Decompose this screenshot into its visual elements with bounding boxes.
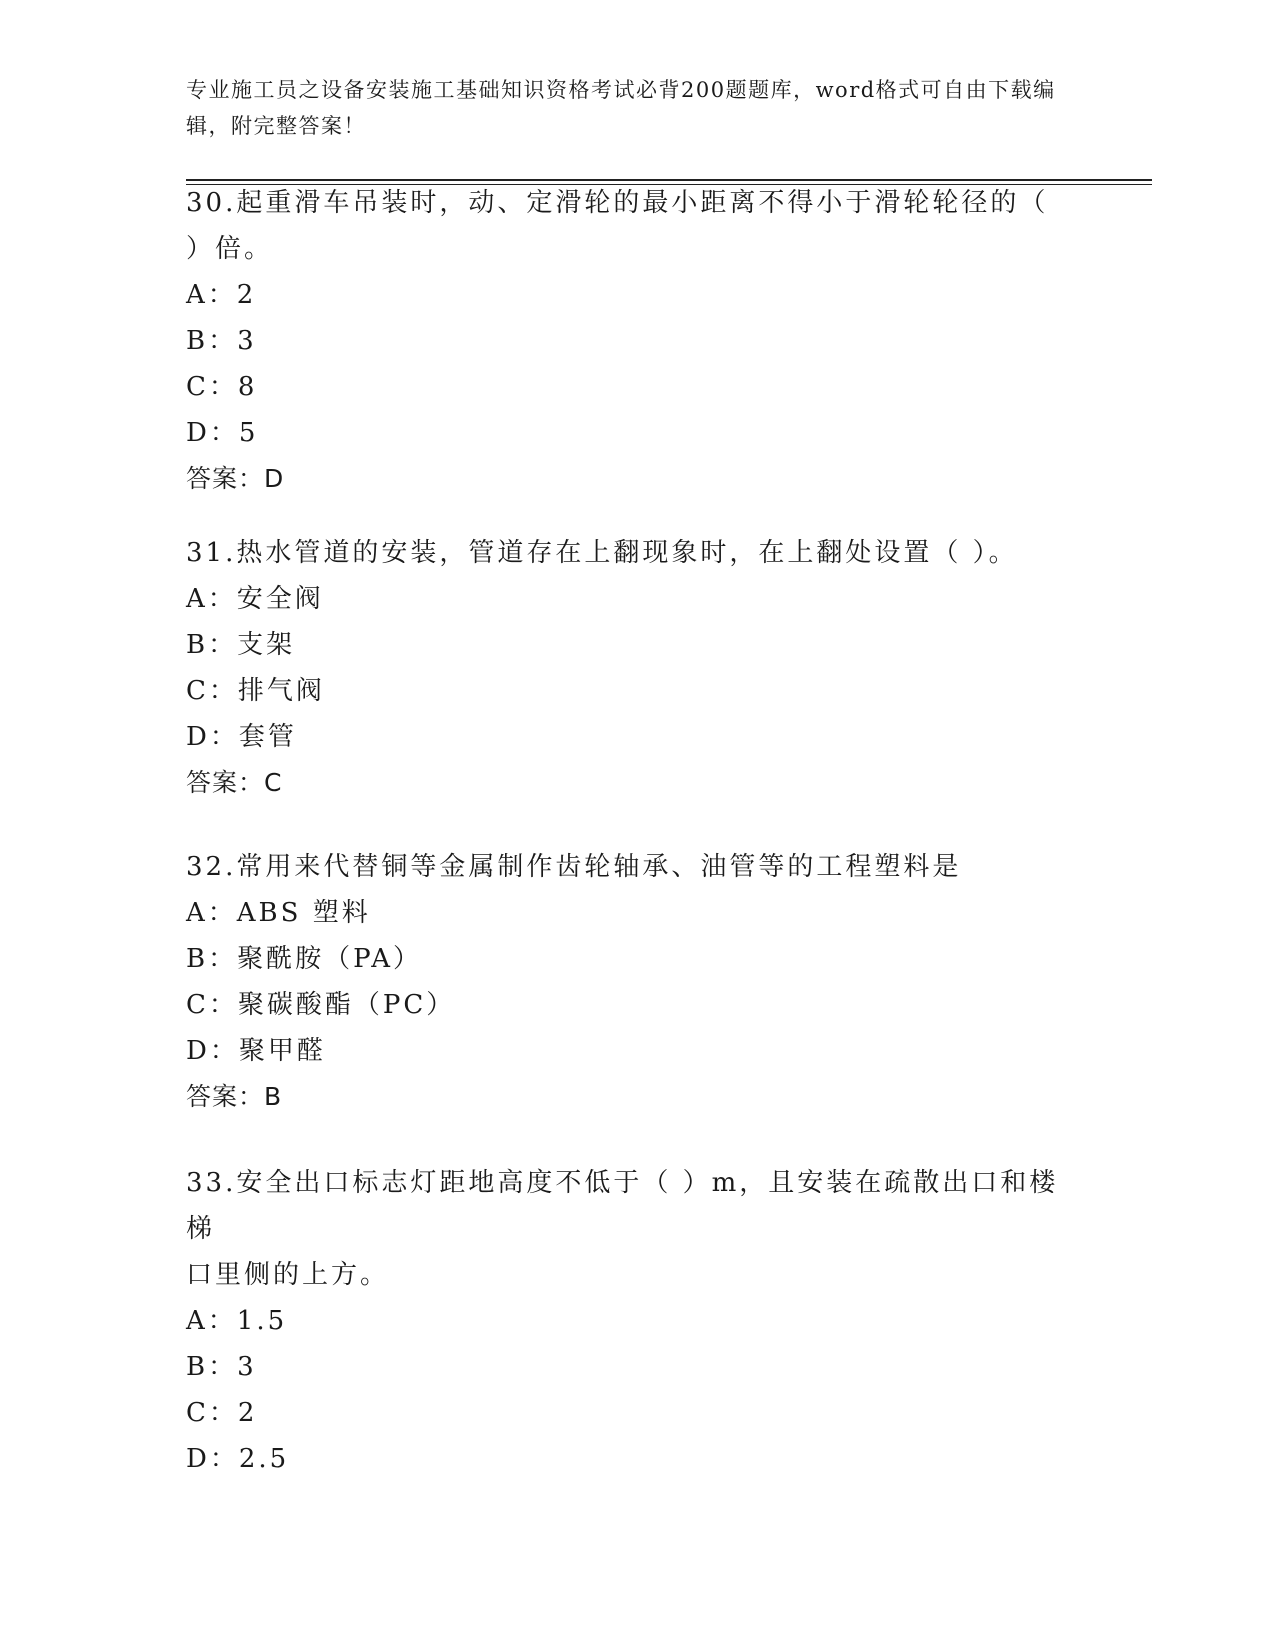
question-33: [186, 1160, 1086, 1482]
answer: 答案：B: [186, 1082, 283, 1111]
question-stem-line: 31.热水管道的安装，管道存在上翻现象时，在上翻处设置（ ）。: [186, 538, 1018, 568]
answer: 答案：C: [186, 768, 283, 797]
option-a: A：安全阀: [186, 584, 324, 614]
option-b: B：3: [186, 326, 257, 356]
document-header: [186, 72, 1086, 144]
question-stem-line: ）倍。: [186, 234, 274, 264]
question-31: [186, 530, 1086, 806]
question-stem-line: 33.安全出口标志灯距地高度不低于（ ）m，且安装在疏散出口和楼梯: [186, 1168, 1059, 1244]
option-c: C：8: [186, 372, 258, 402]
option-b: B：支架: [186, 630, 296, 660]
question-30: [186, 180, 1086, 502]
question-stem-line: 32.常用来代替铜等金属制作齿轮轴承、油管等的工程塑料是: [186, 852, 962, 882]
answer: 答案：D: [186, 464, 285, 493]
option-c: C：聚碳酸酯（PC）: [186, 990, 456, 1020]
question-32: [186, 844, 1086, 1120]
option-b: B：聚酰胺（PA）: [186, 944, 422, 974]
header-text: 专业施工员之设备安装施工基础知识资格考试必背200题题库，word格式可自由下载编辑，附完整答案！: [186, 78, 1056, 138]
option-d: D：5: [186, 418, 259, 448]
option-a: A：ABS 塑料: [186, 898, 371, 928]
option-a: A：1.5: [186, 1306, 288, 1336]
option-d: D：聚甲醛: [186, 1036, 326, 1066]
option-d: D：2.5: [186, 1444, 290, 1474]
option-a: A：2: [186, 280, 257, 310]
option-c: C：排气阀: [186, 676, 325, 706]
question-stem-line: 口里侧的上方。: [186, 1260, 390, 1290]
option-b: B：3: [186, 1352, 257, 1382]
option-c: C：2: [186, 1398, 258, 1428]
question-stem-line: 30.起重滑车吊装时，动、定滑轮的最小距离不得小于滑轮轮径的（: [186, 188, 1049, 218]
option-d: D：套管: [186, 722, 297, 752]
